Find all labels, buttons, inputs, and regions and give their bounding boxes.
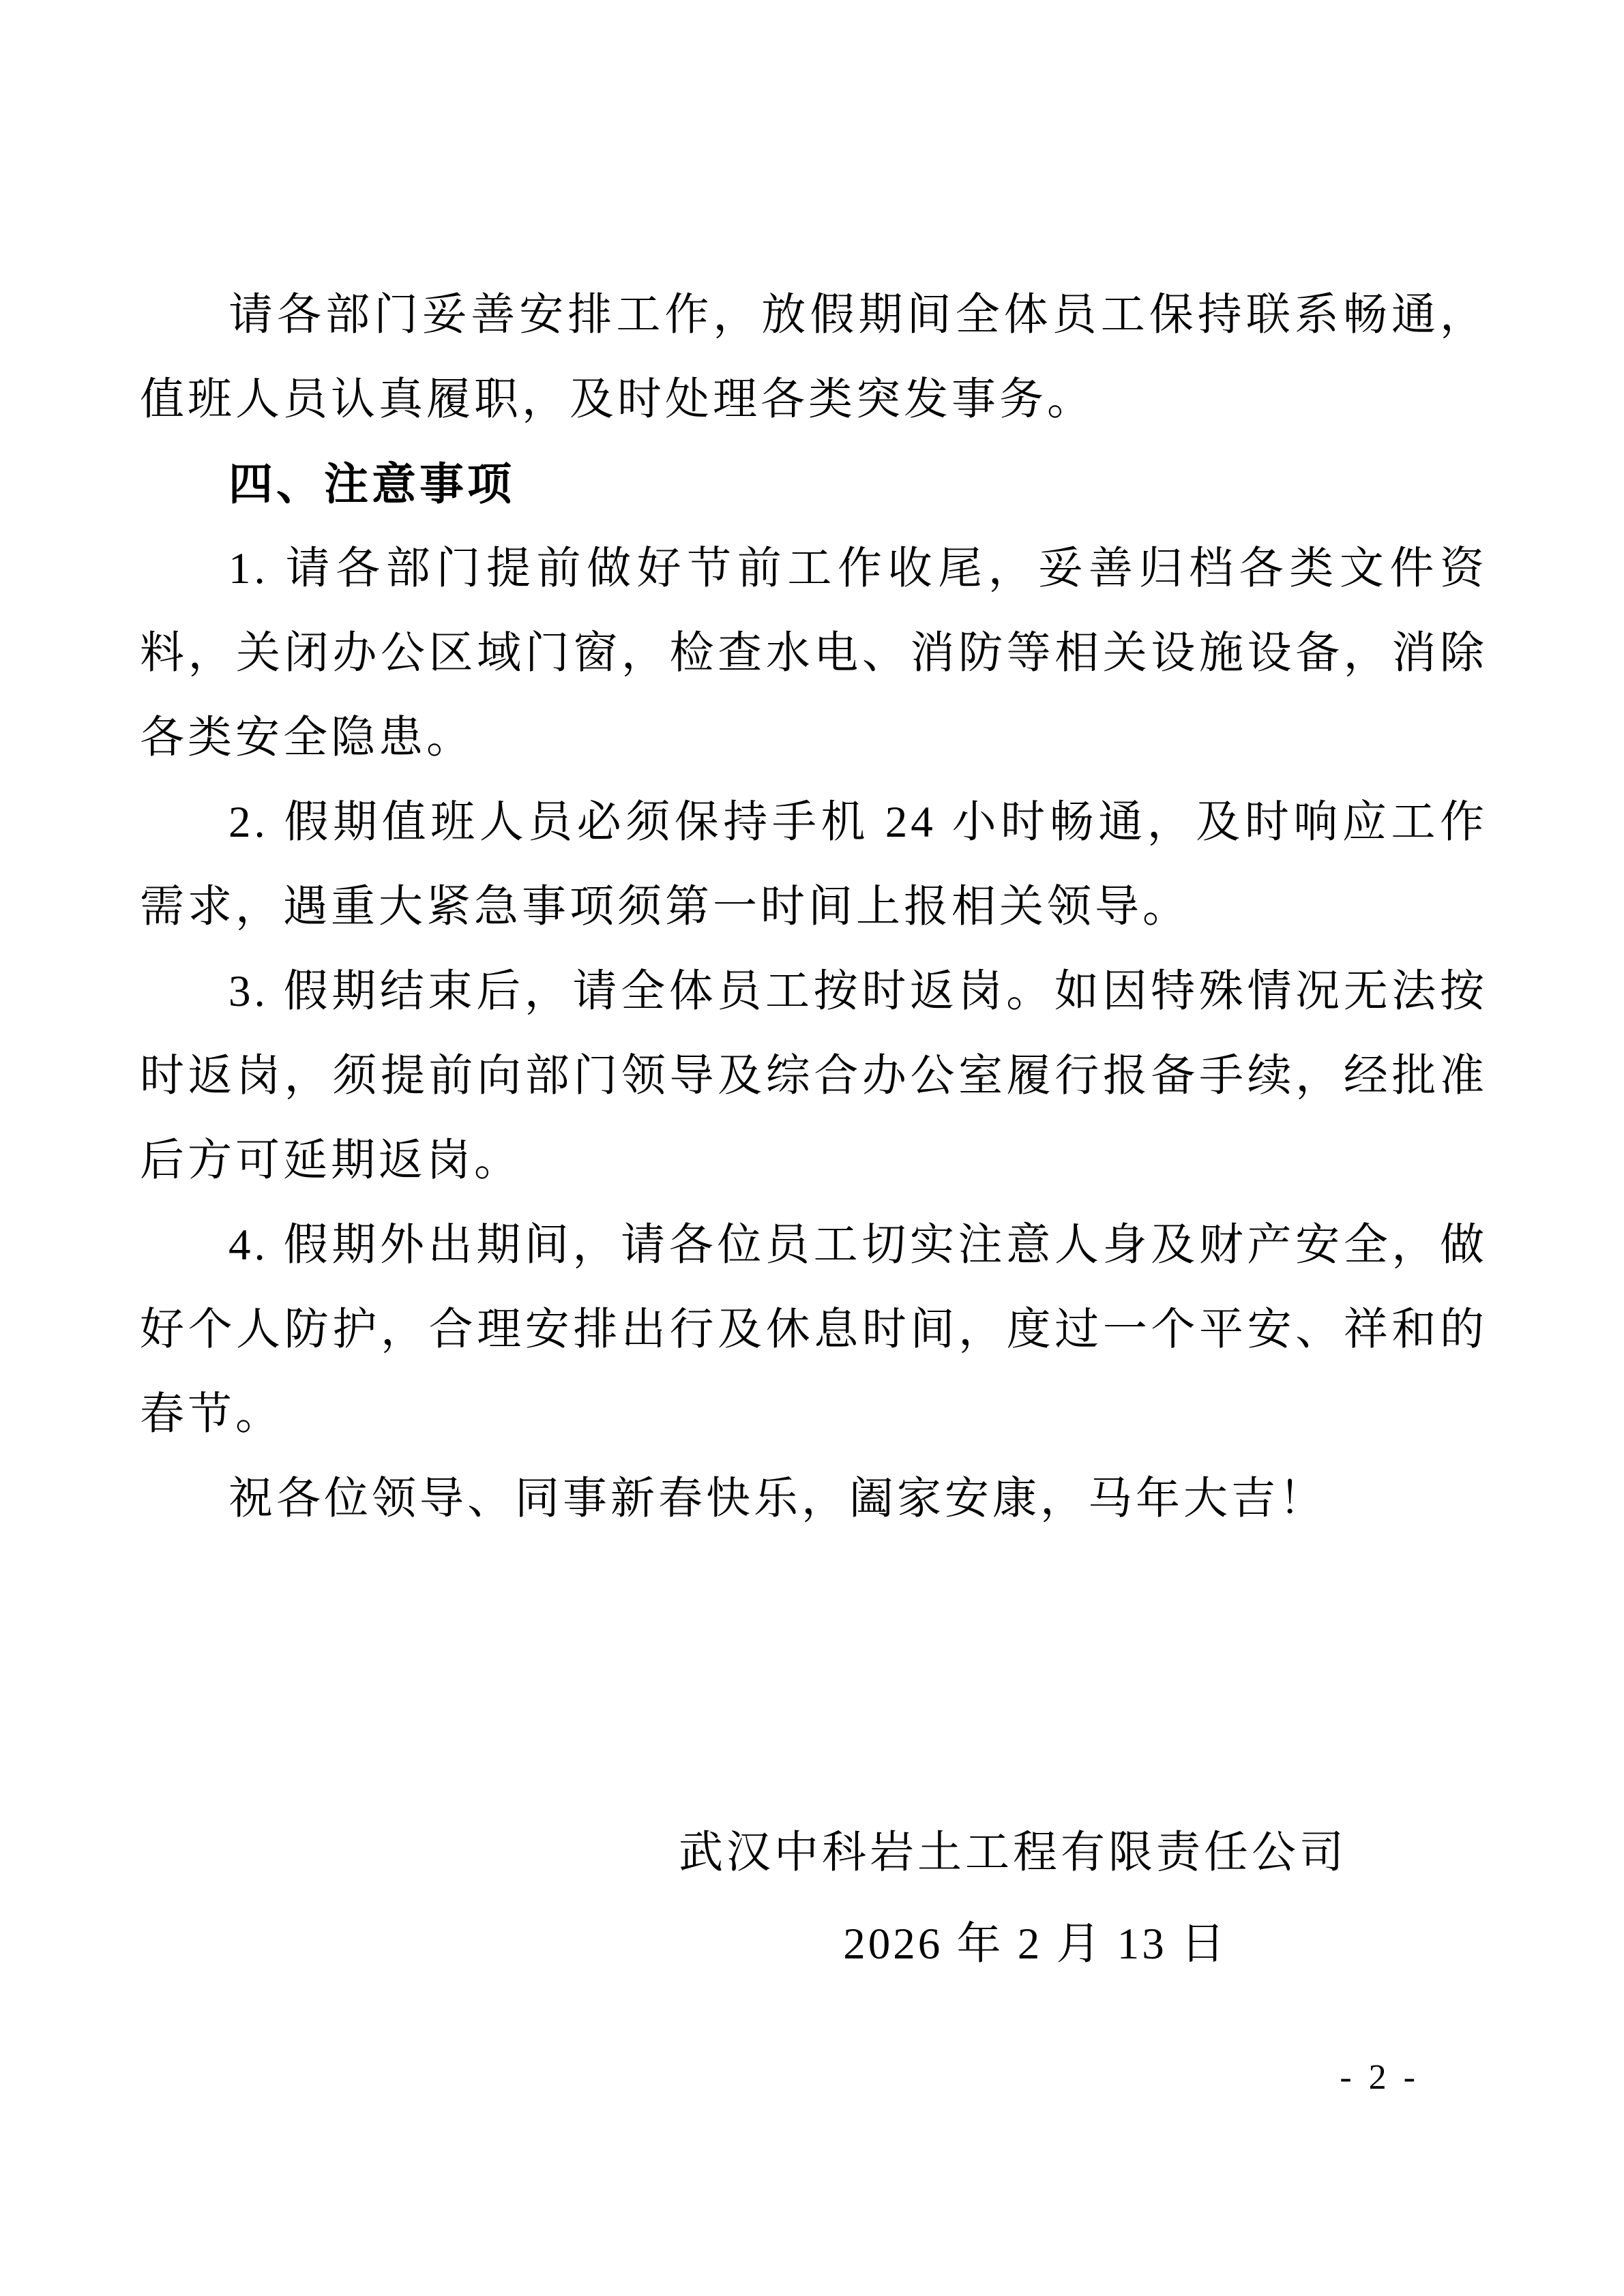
signature-block xyxy=(140,1810,1488,1986)
note-item-3: 3. 假期结束后，请全体员工按时返岗。如因特殊情况无法按时返岗，须提前向部门领导及综合办公室履行报备手续，经批准后方可延期返岗。 xyxy=(140,967,1488,1185)
note-item-1: 1. 请各部门提前做好节前工作收尾，妥善归档各类文件资料，关闭办公区域门窗，检查水电、消防等相关设施设备，消除各类安全隐患。 xyxy=(140,544,1488,762)
signature-company: 武汉中科岩土工程有限责任公司 xyxy=(678,1828,1347,1877)
greeting-paragraph: 祝各位领导、同事新春快乐，阖家安康，马年大吉！ xyxy=(228,1474,1327,1523)
note-item-2: 2. 假期值班人员必须保持手机 24 小时畅通，及时响应工作需求，遇重大紧急事项须第一时间上报相关领导。 xyxy=(140,798,1488,931)
intro-paragraph: 请各部门妥善安排工作，放假期间全体员工保持联系畅通，值班人员认真履职，及时处理各类突发事务。 xyxy=(140,290,1488,424)
section-heading-notes: 四、注意事项 xyxy=(228,459,516,509)
signature-date: 2026 年 2 月 13 日 xyxy=(843,1920,1228,1969)
document-body xyxy=(140,273,1488,1986)
page-number: - 2 - xyxy=(1340,2058,1419,2097)
note-item-4: 4. 假期外出期间，请各位员工切实注意人身及财产安全，做好个人防护，合理安排出行及休息时间，度过一个平安、祥和的春节。 xyxy=(140,1221,1488,1439)
